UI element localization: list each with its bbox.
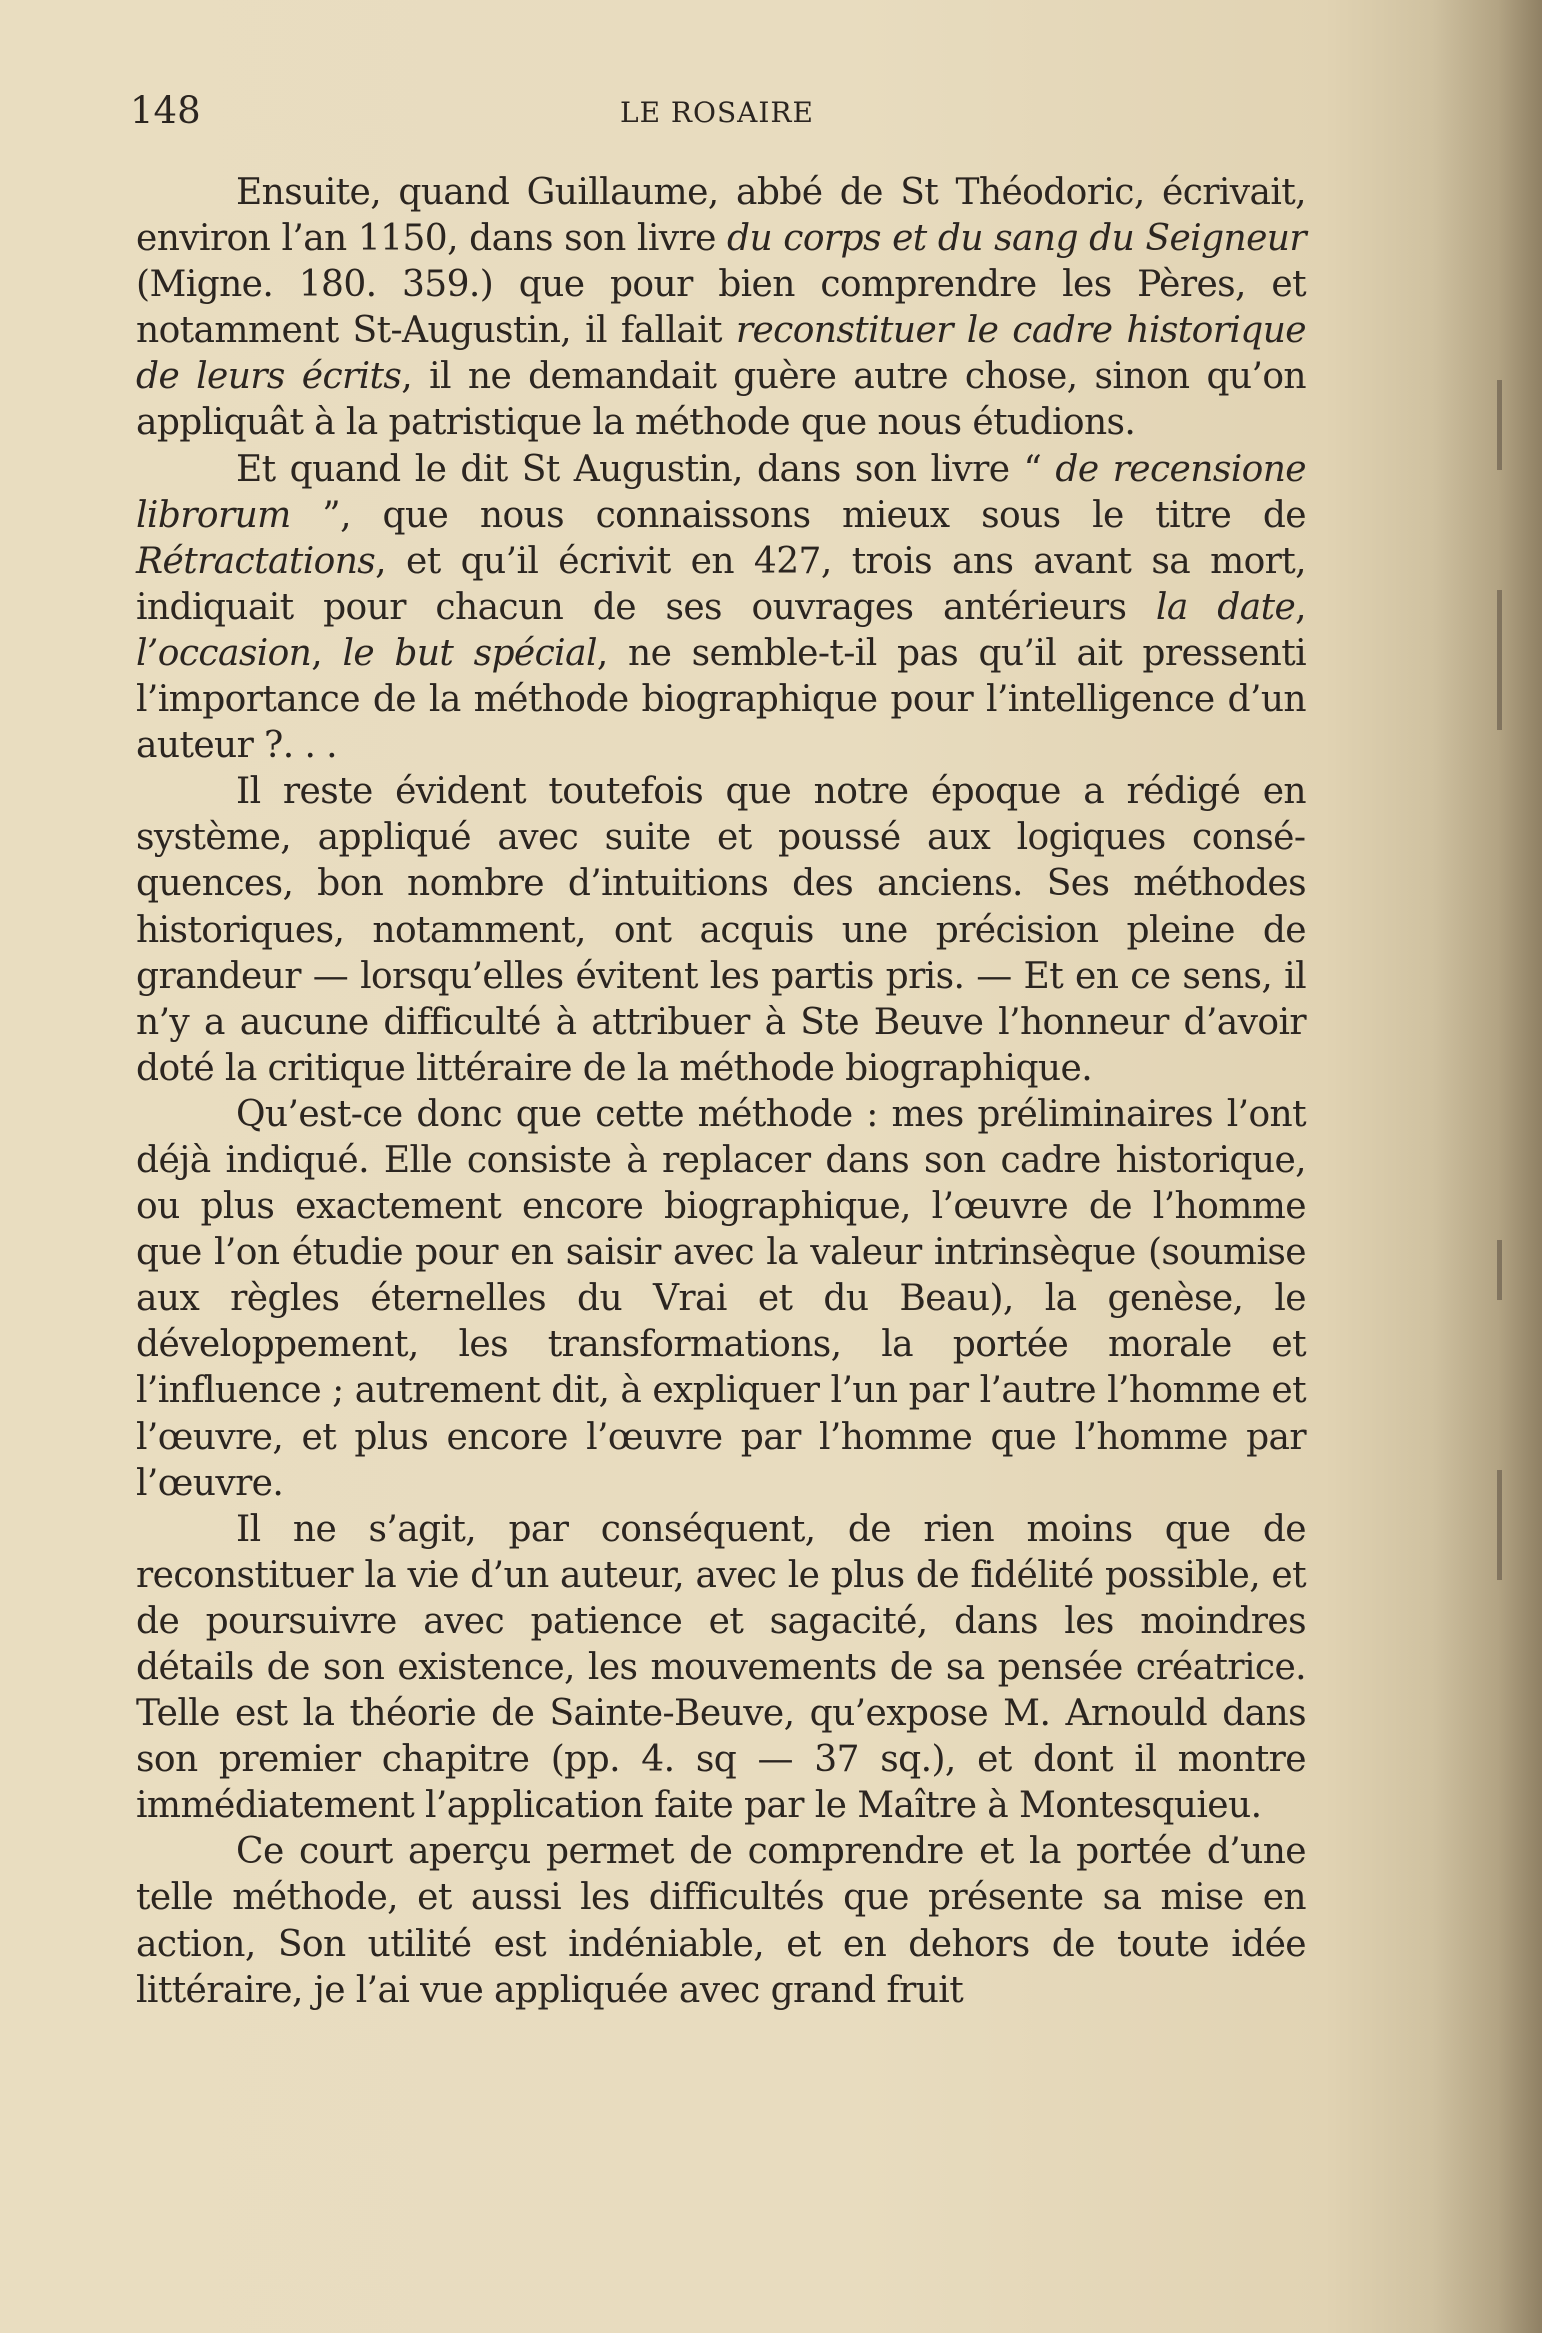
text-segment: , et qu’il écrivit en 427, trois ans avant sa mort, indiquait pour chacun de ses ouvrages antérieurs: [136, 540, 1306, 628]
italic-text: reconstituer le cadre historique de leurs écrits: [136, 310, 1306, 398]
page-edge-shadow: [1432, 0, 1542, 2333]
page-number: 148: [130, 89, 201, 132]
italic-text: du corps et du sang du Seigneur: [727, 218, 1307, 260]
italic-text: de recensione librorum: [136, 448, 1306, 536]
body-text: [136, 170, 1306, 2014]
margin-mark: [1497, 1470, 1502, 1580]
text-segment: Et quand le dit St Augustin, dans son livre “: [236, 448, 1056, 490]
text-segment: , ne semble-t-il pas qu’il ait pressenti l’importance de la méthode biographique pour l’intelligence d’un auteur ?. . .: [136, 632, 1306, 767]
text-segment: Il reste évident toutefois que notre époque a rédigé en système, appliqué avec suite et poussé aux logiques conséquences, bon nombre d’intuitions des anciens. Ses méthodes historiques, notamment, ont acquis une précision pleine de grandeur — lorsqu’elles évitent les partis pris. — Et en ce sens, il n’y a aucune difficulté à attribuer à Ste Beuve l’honneur d’avoir doté la critique littéraire de la méthode biographique.: [136, 771, 1306, 1089]
running-title: LE ROSAIRE: [620, 96, 814, 129]
margin-mark: [1497, 1240, 1502, 1300]
italic-text: le but spécial: [342, 632, 597, 674]
page-header: [0, 86, 1542, 136]
paragraph: [136, 1507, 1306, 1830]
text-segment: Ce court aperçu permet de comprendre et la portée d’une telle méthode, et aussi les difficultés que présente sa mise en action, Son utilité est indéniable, et en dehors de toute idée littéraire, je l’ai vue appliquée avec grand fruit: [136, 1831, 1306, 2011]
text-segment: ”, que nous connaissons mieux sous le titre de: [290, 494, 1306, 536]
margin-mark: [1497, 590, 1502, 730]
italic-text: l’occasion: [136, 632, 312, 674]
text-segment: (Migne. 180. 359.) que pour bien comprendre les Pères, et notamment St-Augustin, il fallait: [136, 264, 1306, 352]
italic-text: Rétractations: [136, 540, 376, 582]
italic-text: la date: [1155, 586, 1296, 628]
text-segment: Ensuite, quand Guillaume, abbé de St Théodoric, écrivait, environ l’an 1150, dans son livre: [136, 172, 1306, 260]
paragraph: [136, 1829, 1306, 2013]
text-segment: Qu’est-ce donc que cette méthode : mes préliminaires l’ont déjà indiqué. Elle consiste à replacer dans son cadre historique, ou plus exactement encore biographique, l’œuvre de l’homme que l’on étudie pour en saisir avec la valeur intrinsèque (soumise aux règles éternelles du Vrai et du Beau), la genèse, le développement, les transformations, la portée morale et l’influence ; autrement dit, à expliquer l’un par l’autre l’homme et l’œuvre, et plus encore l’œuvre par l’homme que l’homme par l’œuvre.: [136, 1093, 1306, 1504]
paragraph: [136, 1092, 1306, 1507]
text-segment: ,: [1295, 586, 1306, 628]
paragraph: [136, 170, 1306, 447]
paragraph: [136, 769, 1306, 1092]
text-segment: ,: [311, 632, 343, 674]
margin-mark: [1497, 380, 1502, 470]
text-segment: , il ne demandait guère autre chose, sinon qu’on appliquât à la patristique la méthode que nous étudions.: [136, 356, 1306, 444]
paragraph: [136, 447, 1306, 770]
text-segment: Il ne s’agit, par conséquent, de rien moins que de reconstituer la vie d’un auteur, avec le plus de fidélité possible, et de poursuivre avec patience et sagacité, dans les moindres détails de son existence, les mouvements de sa pensée créatrice. Telle est la théorie de Sainte-Beuve, qu’expose M. Arnould dans son premier chapitre (pp. 4. sq — 37 sq.), et dont il montre immédiatement l’application faite par le Maître à Montesquieu.: [136, 1508, 1306, 1827]
